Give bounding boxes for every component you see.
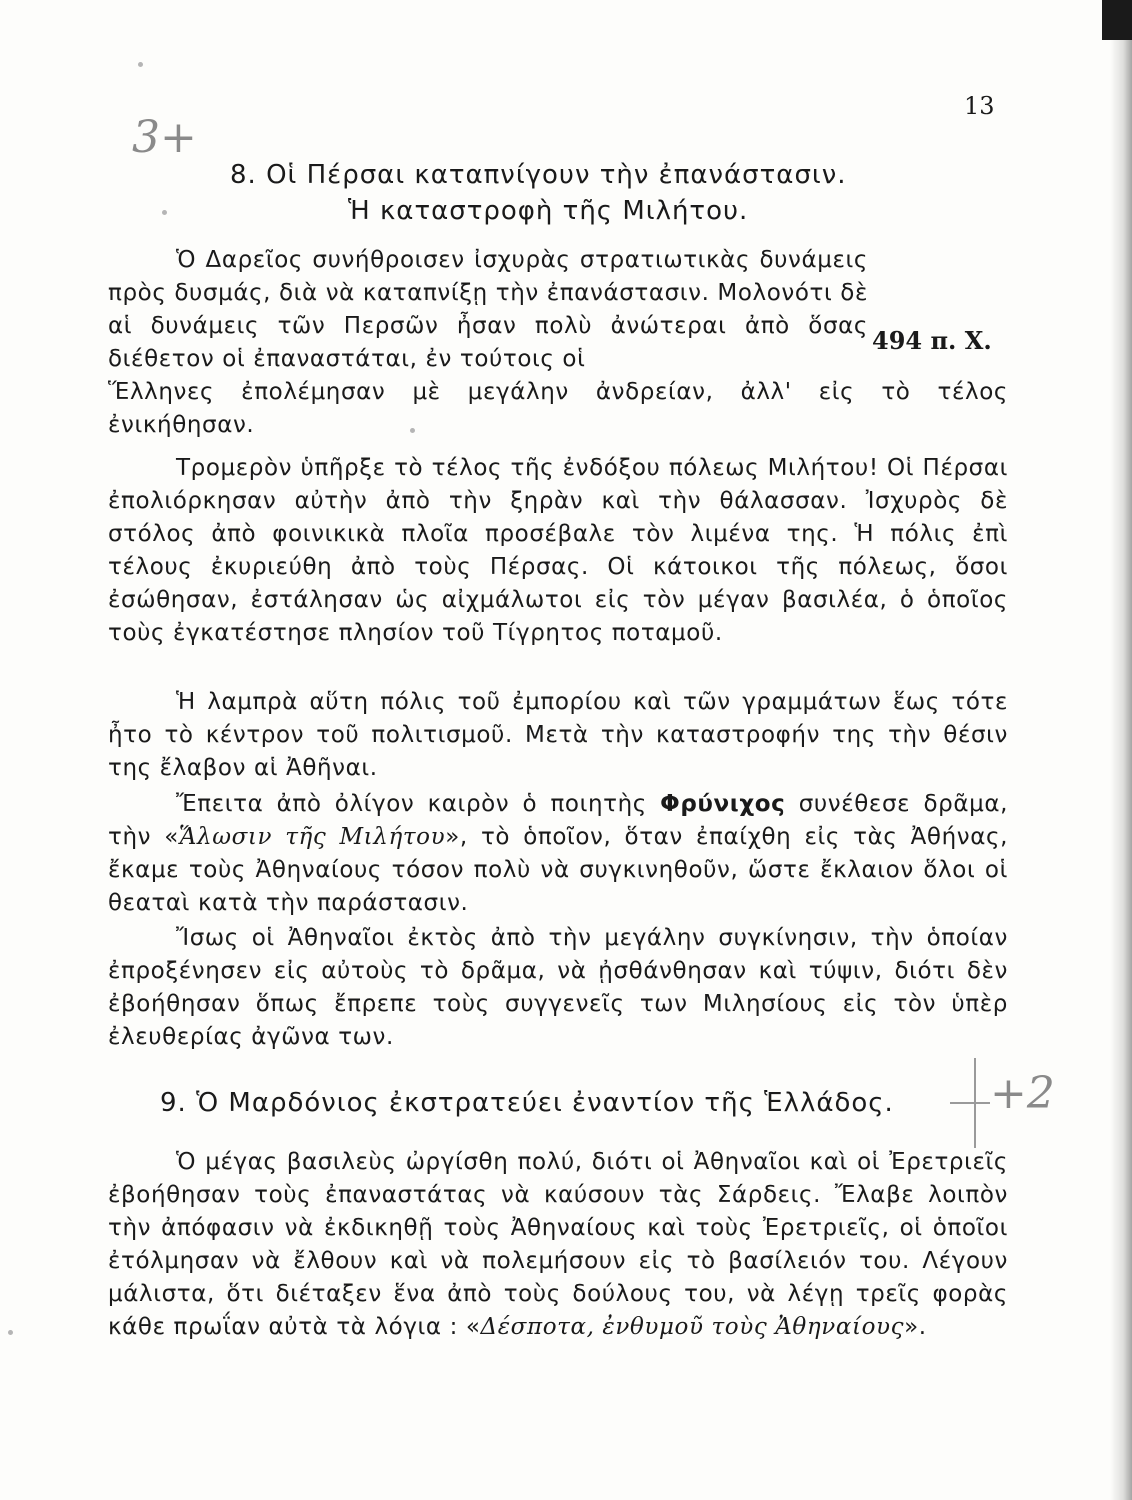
p9-text-a: Ὁ μέγας βασιλεὺς ὠργίσθη πολύ, διότι οἱ Ἀθηναῖοι καὶ οἱ Ἐρετριεῖς ἐβοήθησαν τοὺς ἐπαναστάτας νὰ καύσουν τὰς Σάρδεις. Ἔλαβε λοιπὸν τὴν ἀπόφασιν νὰ ἐκδικηθῇ τοὺς Ἀθηναίους καὶ τοὺς Ἐρετριεῖς, οἱ ὁποῖοι ἐτόλμησαν νὰ ἔλθουν καὶ νὰ πολεμήσουν εἰς τὸ βασίλειόν του. Λέγουν μάλιστα, ὅτι διέταξεν ἕνα ἀπὸ τοὺς δούλους του, νὰ λέγῃ τρεῖς φορὰς κάθε πρωΐαν αὐτὰ τὰ λόγια : « — [108, 1149, 1008, 1340]
drama-title: Ἅλωσιν τῆς Μιλήτου — [178, 824, 446, 850]
speck — [8, 1330, 13, 1335]
section9-paragraph-1 — [108, 1146, 1008, 1344]
pencil-stroke — [950, 1102, 990, 1104]
page-edge-shadow — [1110, 0, 1132, 1500]
section8-paragraph-1: Ὁ Δαρεῖος συνήθροισεν ἰσχυρὰς στρατιωτικὰς δυνάμεις πρὸς δυσμάς, διὰ νὰ καταπνίξῃ τὴν ἐπανάστασιν. Μολονότι δὲ αἱ δυνάμεις τῶν Περσῶν ἦσαν πολὺ ἀνώτεραι ἀπὸ ὅσας διέθετον οἱ ἐπαναστάται, ἐν τούτοις οἱ — [108, 247, 868, 372]
page-corner-shadow — [1102, 0, 1132, 40]
p9-text-end: ». — [904, 1314, 927, 1340]
p4-text-a: Ἔπειτα ἀπὸ ὀλίγον καιρὸν ὁ ποιητὴς — [176, 791, 661, 817]
section8-paragraph-1-continued: Ἕλληνες ἐπολέμησαν μὲ μεγάλην ἀνδρείαν, ἀλλ' εἰς τὸ τέλος ἐνικήθησαν. — [108, 379, 1008, 438]
pencil-annotation-top-left: 3+ — [132, 112, 197, 163]
p4-text-b: συνέθεσε δρᾶμα, τὴν « — [108, 791, 1008, 850]
p4-text-c: », τὸ ὁποῖον, ὅταν ἐπαίχθη εἰς τὰς Ἀθήνας, ἔκαμε τοὺς Ἀθηναίους τόσον πολὺ νὰ συγκινηθοῦν, ὥστε ἔκλαιον ὅλοι οἱ θεαταὶ κατὰ τὴν παράστασιν. — [108, 824, 1008, 916]
margin-date: 494 π. Χ. — [872, 326, 992, 355]
section8-paragraph-3: Ἡ λαμπρὰ αὕτη πόλις τοῦ ἐμπορίου καὶ τῶν γραμμάτων ἕως τότε ἦτο τὸ κέντρον τοῦ πολιτισμοῦ. Μετὰ τὴν καταστροφήν της τὴν θέσιν της ἔλαβον αἱ Ἀθῆναι. — [108, 689, 1008, 781]
quote: Δέσποτα, ἐνθυμοῦ τοὺς Ἀθηναίους — [480, 1314, 905, 1340]
section8-title-line1: 8. Οἱ Πέρσαι καταπνίγουν τὴν ἐπανάστασιν. — [230, 160, 847, 190]
section8-title-line2: Ἡ καταστροφὴ τῆς Μιλήτου. — [348, 196, 749, 226]
section9-title: 9. Ὁ Μαρδόνιος ἐκστρατεύει ἐναντίον τῆς Ἑλλάδος. — [160, 1088, 894, 1118]
speck — [138, 62, 143, 67]
section8-paragraph-5: Ἴσως οἱ Ἀθηναῖοι ἐκτὸς ἀπὸ τὴν μεγάλην συγκίνησιν, τὴν ὁποίαν ἐπροξένησεν εἰς αὐτοὺς τὸ δρᾶμα, νὰ ᾐσθάνθησαν καὶ τύψιν, διότι δὲν ἐβοήθησαν ὅπως ἔπρεπε τοὺς συγγενεῖς των Μιλησίους εἰς τὸν ὑπὲρ ἐλευθερίας ἀγῶνα των. — [108, 925, 1008, 1050]
section8-paragraph-4 — [108, 788, 1008, 920]
page-number: 13 — [964, 92, 995, 120]
speck — [162, 210, 167, 215]
poet-name: Φρύνιχος — [660, 791, 786, 817]
pencil-annotation-right: +2 — [990, 1068, 1055, 1119]
section8-paragraph-2: Τρομερὸν ὑπῆρξε τὸ τέλος τῆς ἐνδόξου πόλεως Μιλήτου! Οἱ Πέρσαι ἐπολιόρκησαν αὐτὴν ἀπὸ τὴν ξηρὰν καὶ τὴν θάλασσαν. Ἰσχυρὸς δὲ στόλος ἀπὸ φοινικικὰ πλοῖα προσέβαλε τὸν λιμένα της. Ἡ πόλις ἐπὶ τέλους ἐκυριεύθη ἀπὸ τοὺς Πέρσας. Οἱ κάτοικοι τῆς πόλεως, ὅσοι ἐσώθησαν, ἐστάλησαν ὡς αἰχμάλωτοι εἰς τὸν μέγαν βασιλέα, ὁ ὁποῖος τοὺς ἐγκατέστησε πλησίον τοῦ Τίγρητος ποταμοῦ. — [108, 455, 1008, 646]
